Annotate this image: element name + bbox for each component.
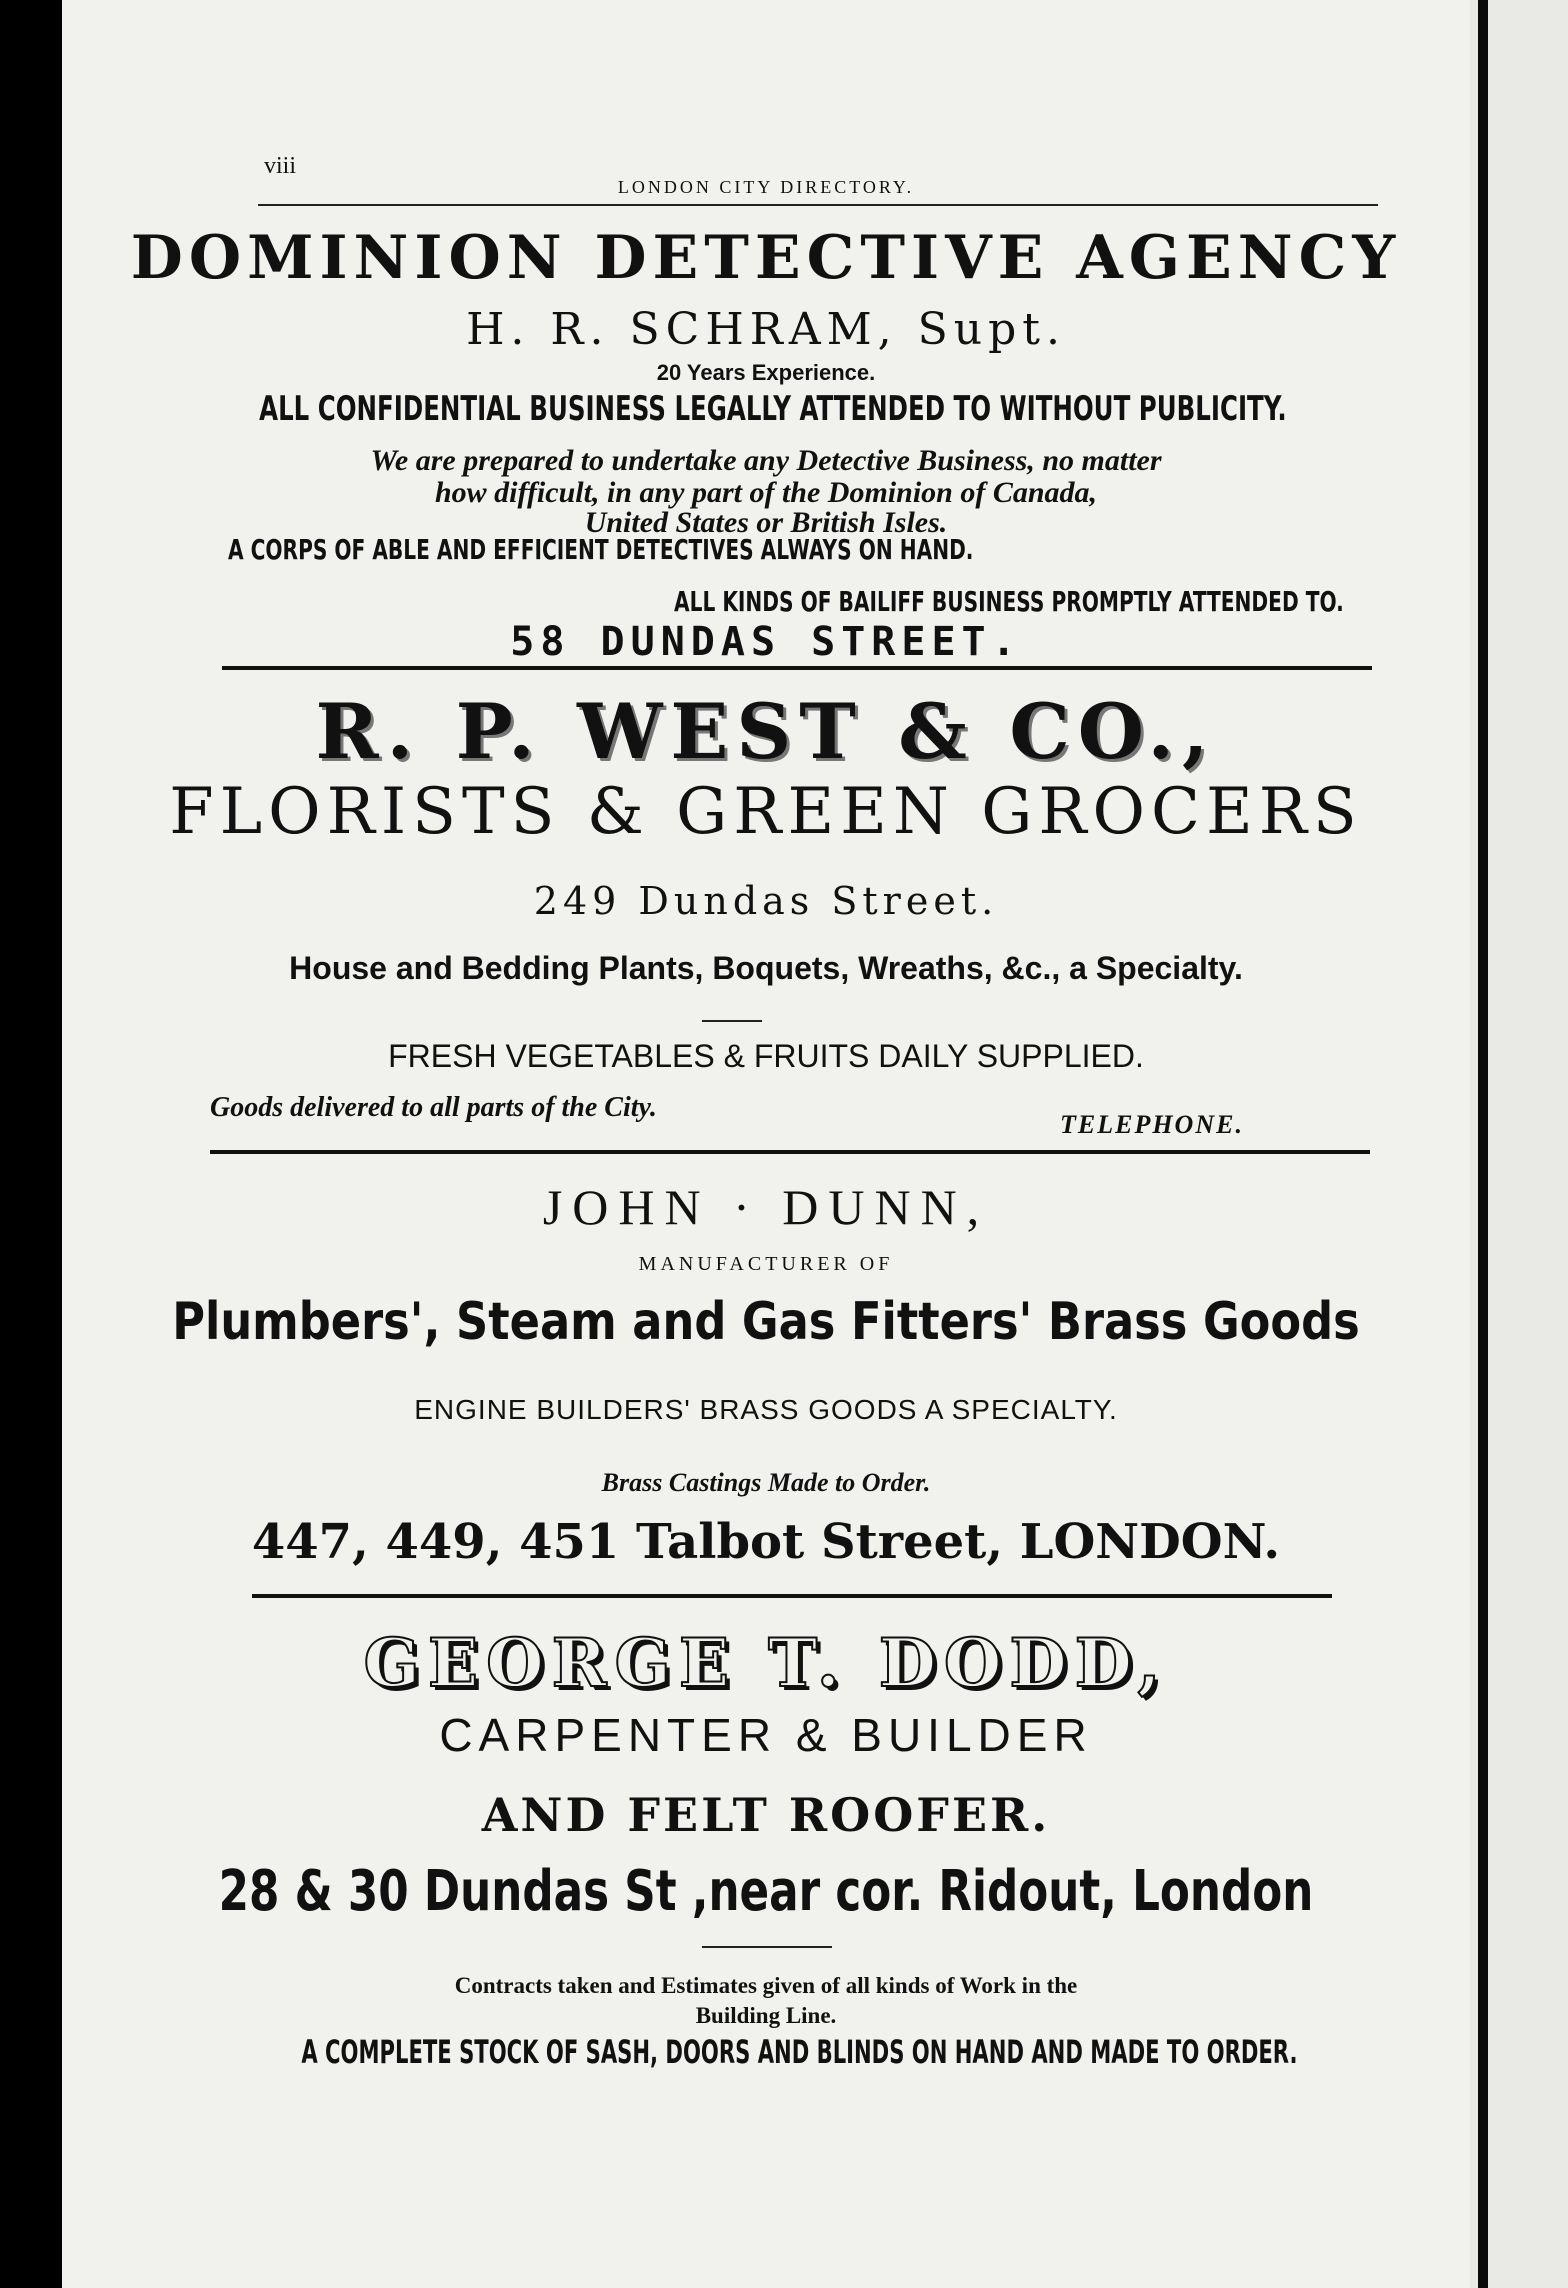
florist-trade: FLORISTS & GREEN GROCERS <box>169 775 1363 849</box>
confidential-line: ALL CONFIDENTIAL BUSINESS LEGALLY ATTENDED TO WITHOUT PUBLICITY. <box>259 389 1287 429</box>
running-title: LONDON CITY DIRECTORY. <box>617 177 915 197</box>
dodd-name: GEORGE T. DODD, <box>363 1624 1169 1702</box>
florist-vegetables: FRESH VEGETABLES & FRUITS DAILY SUPPLIED. <box>388 1038 1144 1074</box>
divider-1 <box>222 666 1372 670</box>
dodd-roofer: AND FELT ROOFER. <box>481 1788 1051 1842</box>
florist-telephone: TELEPHONE. <box>1060 1110 1244 1139</box>
dunn-address: 447, 449, 451 Talbot Street, LONDON. <box>251 1514 1281 1570</box>
detective-agency-name: DOMINION DETECTIVE AGENCY <box>130 223 1402 293</box>
directory-page <box>62 0 1470 2288</box>
dodd-short-rule <box>702 1946 832 1948</box>
page-number: viii <box>264 153 297 179</box>
dunn-goods: Plumbers', Steam and Gas Fitters' Brass Goods <box>172 1292 1360 1352</box>
florist-short-rule <box>702 1020 762 1022</box>
florist-delivery: Goods delivered to all parts of the City. <box>210 1092 657 1123</box>
superintendent: H. R. SCHRAM, Supt. <box>466 304 1066 355</box>
corps-line: A CORPS OF ABLE AND EFFICIENT DETECTIVES ALWAYS ON HAND. <box>228 533 974 566</box>
divider-2 <box>210 1150 1370 1154</box>
dodd-contracts-line-2: Building Line. <box>695 2003 837 2028</box>
florist-name: R. P. WEST & CO., <box>315 687 1217 776</box>
header-rule <box>258 204 1378 206</box>
prepared-line-1: We are prepared to undertake any Detective Business, no matter <box>370 444 1162 477</box>
prepared-line-2: how difficult, in any part of the Dominion of Canada, <box>434 476 1098 509</box>
florist-address: 249 Dundas Street. <box>533 879 999 923</box>
dunn-engine: ENGINE BUILDERS' BRASS GOODS A SPECIALTY. <box>414 1394 1118 1425</box>
experience: 20 Years Experience. <box>656 360 876 385</box>
dunn-manufacturer: MANUFACTURER OF <box>638 1253 894 1275</box>
dunn-castings: Brass Castings Made to Order. <box>601 1468 931 1497</box>
dodd-address: 28 & 30 Dundas St ,near cor. Ridout, London <box>218 1859 1314 1924</box>
prepared-line-3: United States or British Isles. <box>584 506 948 539</box>
florist-plants: House and Bedding Plants, Boquets, Wreaths, &c., a Specialty. <box>289 950 1243 986</box>
detective-address: 58 DUNDAS STREET. <box>510 619 1022 665</box>
divider-3 <box>252 1594 1332 1598</box>
dodd-contracts-line-1: Contracts taken and Estimates given of all kinds of Work in the <box>454 1973 1078 1998</box>
binding-shadow <box>1478 0 1488 2288</box>
dunn-name: JOHN · DUNN, <box>542 1179 990 1235</box>
bailiff-line: ALL KINDS OF BAILIFF BUSINESS PROMPTLY ATTENDED TO. <box>674 585 1344 618</box>
dodd-trade: CARPENTER & BUILDER <box>439 1709 1093 1761</box>
dodd-stock: A COMPLETE STOCK OF SASH, DOORS AND BLINDS ON HAND AND MADE TO ORDER. <box>301 2033 1298 2071</box>
